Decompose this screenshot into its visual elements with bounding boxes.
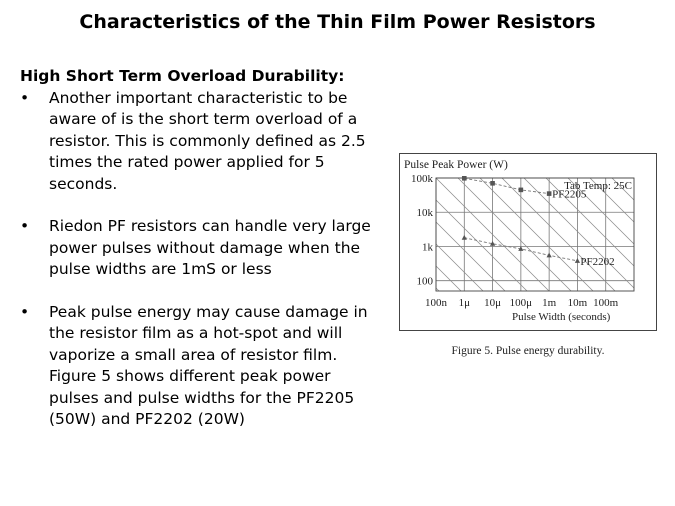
x-tick-label: 10μ bbox=[484, 297, 502, 309]
y-tick-label: 10k bbox=[416, 207, 433, 220]
figure-caption: Figure 5. Pulse energy durability. bbox=[451, 345, 605, 357]
x-axis-label: Pulse Width (seconds) bbox=[512, 311, 611, 323]
slide-title: Characteristics of the Thin Film Power Resistors bbox=[79, 11, 596, 33]
series-label: PF2202 bbox=[580, 255, 615, 268]
bullet-item: • Peak pulse energy may cause damage in the resistor film as a hot-spot and will vaporize a small area of resistor film. Figure 5 shows different peak power pulses and pulse widths for the PF2205 (50W) and PF2202 (20W) bbox=[20, 302, 385, 431]
section-heading: High Short Term Overload Durability: bbox=[20, 67, 345, 85]
chart-annotation: Tab Temp: 25C bbox=[564, 180, 632, 192]
data-point-square bbox=[462, 176, 467, 181]
y-tick-label: 100 bbox=[416, 275, 433, 288]
bullet-list bbox=[20, 88, 385, 431]
chart-title: Pulse Peak Power (W) bbox=[404, 159, 508, 171]
data-point-square bbox=[519, 188, 524, 193]
x-tick-label: 1μ bbox=[458, 297, 470, 309]
y-tick-label: 100k bbox=[411, 173, 433, 185]
text-column bbox=[20, 66, 385, 452]
bullet-item: • Riedon PF resistors can handle very large power pulses without damage when the pulse widths are 1mS or less bbox=[20, 216, 385, 281]
x-tick-label: 100m bbox=[593, 297, 619, 309]
series-label: PF2205 bbox=[552, 188, 587, 201]
x-tick-label: 100μ bbox=[509, 297, 533, 309]
bullet-item: • Another important characteristic to be aware of is the short term overload of a resistor. This is commonly defined as 2.5 times the rated power applied for 5 seconds. bbox=[20, 88, 385, 196]
data-point-square bbox=[490, 181, 495, 186]
x-tick-label: 1m bbox=[542, 297, 557, 309]
chart-svg bbox=[399, 153, 657, 331]
pulse-energy-chart bbox=[399, 153, 657, 331]
x-tick-label: 10m bbox=[567, 297, 588, 309]
y-tick-label: 1k bbox=[422, 241, 433, 254]
data-point-square bbox=[547, 191, 552, 196]
x-tick-label: 100n bbox=[425, 297, 447, 309]
